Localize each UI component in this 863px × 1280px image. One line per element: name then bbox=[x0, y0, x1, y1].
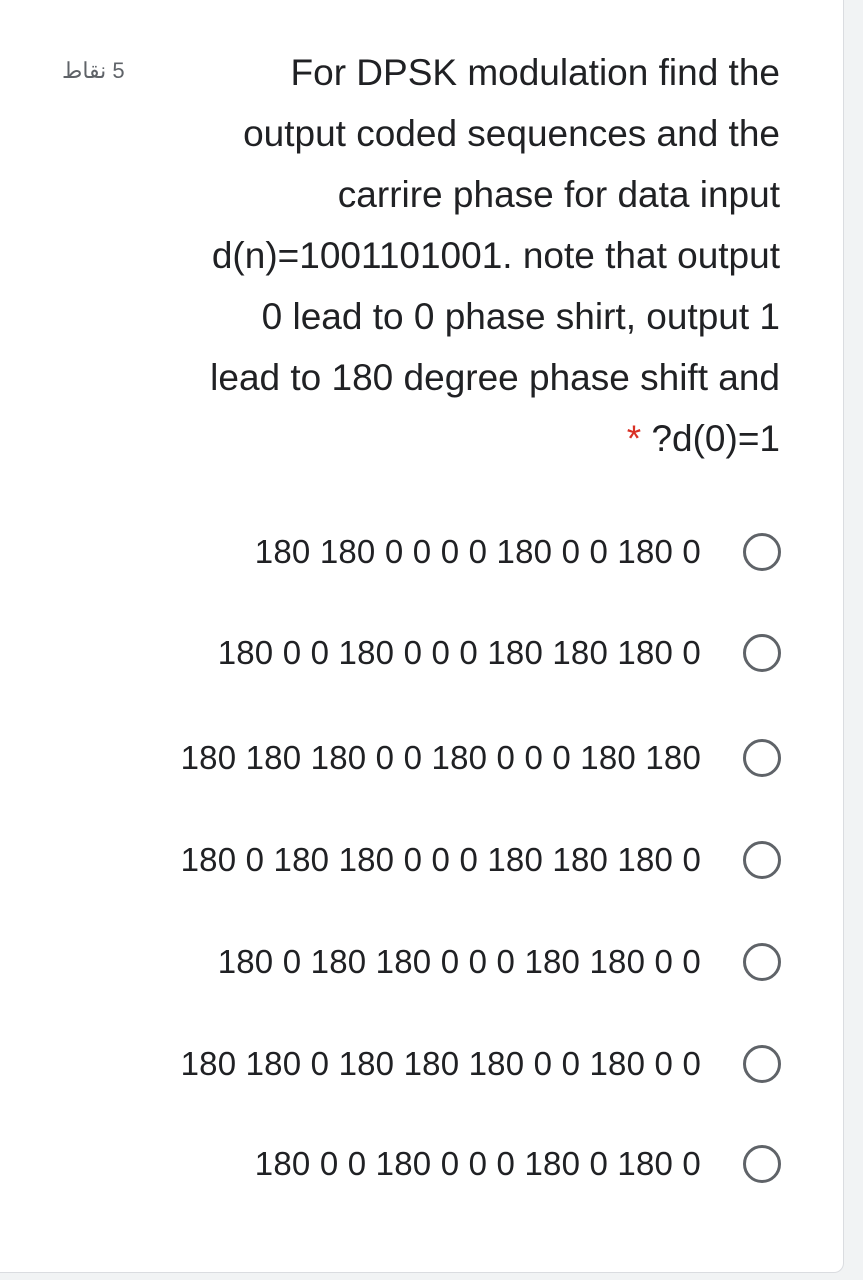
question-text bbox=[140, 42, 780, 469]
option-5[interactable] bbox=[0, 930, 843, 994]
option-label: 180 0 180 180 0 0 0 180 180 0 0 bbox=[217, 943, 701, 980]
question-line-last bbox=[140, 408, 780, 469]
option-label: 180 180 180 0 0 180 0 0 0 180 180 bbox=[180, 739, 701, 776]
question-line: 0 lead to 0 phase shirt, output 1 bbox=[261, 296, 780, 337]
option-label: 180 180 0 180 180 180 0 0 180 0 0 bbox=[180, 1045, 701, 1082]
option-label: 180 0 180 180 0 0 0 180 180 180 0 bbox=[180, 841, 701, 878]
radio-button[interactable] bbox=[743, 1145, 781, 1183]
points-label: 5 نقاط bbox=[62, 58, 125, 83]
question-line: output coded sequences and the bbox=[243, 113, 780, 154]
radio-button[interactable] bbox=[743, 533, 781, 571]
question-line: carrire phase for data input bbox=[337, 174, 780, 215]
radio-button[interactable] bbox=[743, 634, 781, 672]
option-2[interactable] bbox=[0, 621, 843, 685]
option-3[interactable] bbox=[0, 726, 843, 790]
option-label: 180 0 0 180 0 0 0 180 0 180 0 bbox=[254, 1145, 701, 1182]
option-label: 180 0 0 180 0 0 0 180 180 180 0 bbox=[217, 634, 701, 671]
option-4[interactable] bbox=[0, 828, 843, 892]
radio-button[interactable] bbox=[743, 943, 781, 981]
option-6[interactable] bbox=[0, 1032, 843, 1096]
option-7[interactable] bbox=[0, 1132, 843, 1196]
option-1[interactable] bbox=[0, 520, 843, 584]
question-line: lead to 180 degree phase shift and bbox=[210, 357, 780, 398]
question-line: d(n)=1001101001. note that output bbox=[211, 235, 780, 276]
question-line: For DPSK modulation find the bbox=[290, 52, 780, 93]
radio-button[interactable] bbox=[743, 1045, 781, 1083]
radio-button[interactable] bbox=[743, 841, 781, 879]
required-asterisk: * bbox=[626, 418, 642, 459]
question-line: ?d(0)=1 bbox=[651, 418, 780, 459]
option-label: 180 180 0 0 0 0 180 0 0 180 0 bbox=[254, 533, 701, 570]
radio-button[interactable] bbox=[743, 739, 781, 777]
